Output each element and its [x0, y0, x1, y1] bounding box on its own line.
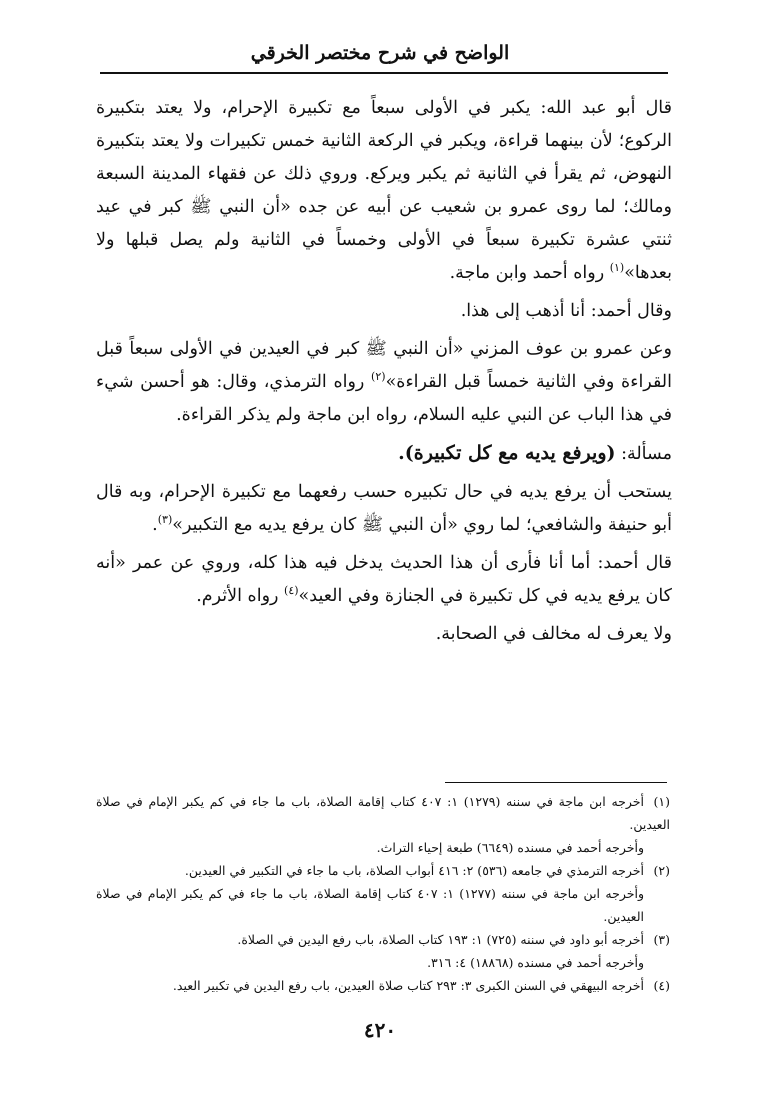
footnote-divider: [445, 782, 667, 783]
paragraph-3: [96, 333, 672, 432]
paragraph-1: [96, 92, 672, 290]
paragraph-3-text: وعن عمرو بن عوف المزني «أن النبي ﷺ كبر في العيدين في الأولى سبعاً قبل القراءة وفي الثانية خمساً قبل القراءة»: [96, 339, 673, 392]
footnote-3: [96, 928, 670, 951]
footnote-1-continuation: وأخرجه أحمد في مسنده (٦٦٤٩) طبعة إحياء التراث.: [376, 840, 644, 855]
main-text: [96, 92, 672, 651]
footnote-2-number: (٢): [653, 863, 670, 878]
paragraph-1-text: قال أبو عبد الله: يكبر في الأولى سبعاً مع تكبيرة الإحرام، ولا يعتد بتكبيرة الركوع؛ لأن بينهما قراءة، ويكبر في الركعة الثانية خمس تكبيرات ولا يعتد بتكبيرة النهوض، ثم يقرأ في الثانية ثم يكبر ويركع. وروي ذلك عن فقهاء المدينة السبعة ومالك؛ لما روى عمرو بن شعيب عن أبيه عن جده «أن النبي ﷺ كبر في عيد ثنتي عشرة تكبيرة سبعاً في الأولى وخمساً في الثانية ولم يصل قبلها ولا بعدها»: [96, 98, 672, 283]
footnote-ref-3: (٣): [157, 513, 173, 527]
footnote-3-number: (٣): [653, 932, 670, 947]
footnote-2-continuation: وأخرجه ابن ماجة في سننه (١٢٧٧) ١: ٤٠٧ كتاب إقامة الصلاة، باب ما جاء في كم يكبر الإمام في صلاة العيدين.: [96, 886, 644, 924]
footnote-ref-1: (١): [609, 261, 625, 275]
paragraph-6: ولا يعرف له مخالف في الصحابة.: [435, 624, 672, 644]
paragraph-1-tail: رواه أحمد وابن ماجة.: [449, 263, 610, 283]
footnote-ref-2: (٢): [371, 370, 386, 384]
footnote-4: [96, 974, 670, 997]
paragraph-5-text: قال أحمد: أما أنا فأرى أن هذا الحديث يدخل فيه هذا كله، وروي عن عمر «أنه كان يرفع يديه في كل تكبيرة في الجنازة وفي العيد»: [96, 553, 672, 606]
footnote-ref-4: (٤): [284, 584, 299, 598]
paragraph-2: وقال أحمد: أنا أذهب إلى هذا.: [460, 301, 672, 321]
footnote-2-text: أخرجه الترمذي في جامعه (٥٣٦) ٢: ٤١٦ أبواب الصلاة، باب ما جاء في التكبير في العيدين.: [184, 863, 644, 878]
header-divider: [100, 72, 668, 74]
footnote-4-text: أخرجه البيهقي في السنن الكبرى ٣: ٢٩٣ كتاب صلاة العيدين، باب رفع اليدين في تكبير العيد.: [172, 978, 644, 993]
paragraph-5-tail: رواه الأثرم.: [196, 586, 285, 606]
footnote-3-continuation: وأخرجه أحمد في مسنده (١٨٨٦٨) ٤: ٣١٦.: [427, 955, 644, 970]
running-header-title: الواضح في شرح مختصر الخرقي: [250, 42, 510, 64]
paragraph-4: [96, 476, 672, 542]
masala-heading: [96, 437, 672, 471]
footnote-2: [96, 859, 670, 882]
paragraph-4-tail: .: [152, 515, 158, 535]
masala-text: (ويرفع يديه مع كل تكبيرة).: [398, 442, 616, 464]
footnote-3-text: أخرجه أبو داود في سننه (٧٢٥) ١: ١٩٣ كتاب الصلاة، باب رفع اليدين في الصلاة.: [237, 932, 644, 947]
page-number: ٤٢٠: [363, 1018, 397, 1042]
footnote-1: [96, 790, 670, 836]
footnote-4-number: (٤): [653, 978, 670, 993]
footnotes: [96, 790, 670, 997]
paragraph-5: [96, 547, 672, 613]
masala-label: مسألة:: [615, 444, 672, 464]
footnote-1-text: أخرجه ابن ماجة في سننه (١٢٧٩) ١: ٤٠٧ كتاب إقامة الصلاة، باب ما جاء في كم يكبر الإمام في صلاة العيدين.: [96, 794, 670, 832]
footnote-1-number: (١): [653, 794, 670, 809]
paragraph-4-text: يستحب أن يرفع يديه في حال تكبيره حسب رفعهما مع تكبيرة الإحرام، وبه قال أبو حنيفة والشافعي؛ لما روي «أن النبي ﷺ كان يرفع يديه مع التكبير»: [96, 482, 672, 535]
paragraph-3-tail: رواه الترمذي، وقال: هو أحسن شيء في هذا الباب عن النبي عليه السلام، رواه ابن ماجة ولم يذكر القراءة.: [96, 372, 672, 425]
